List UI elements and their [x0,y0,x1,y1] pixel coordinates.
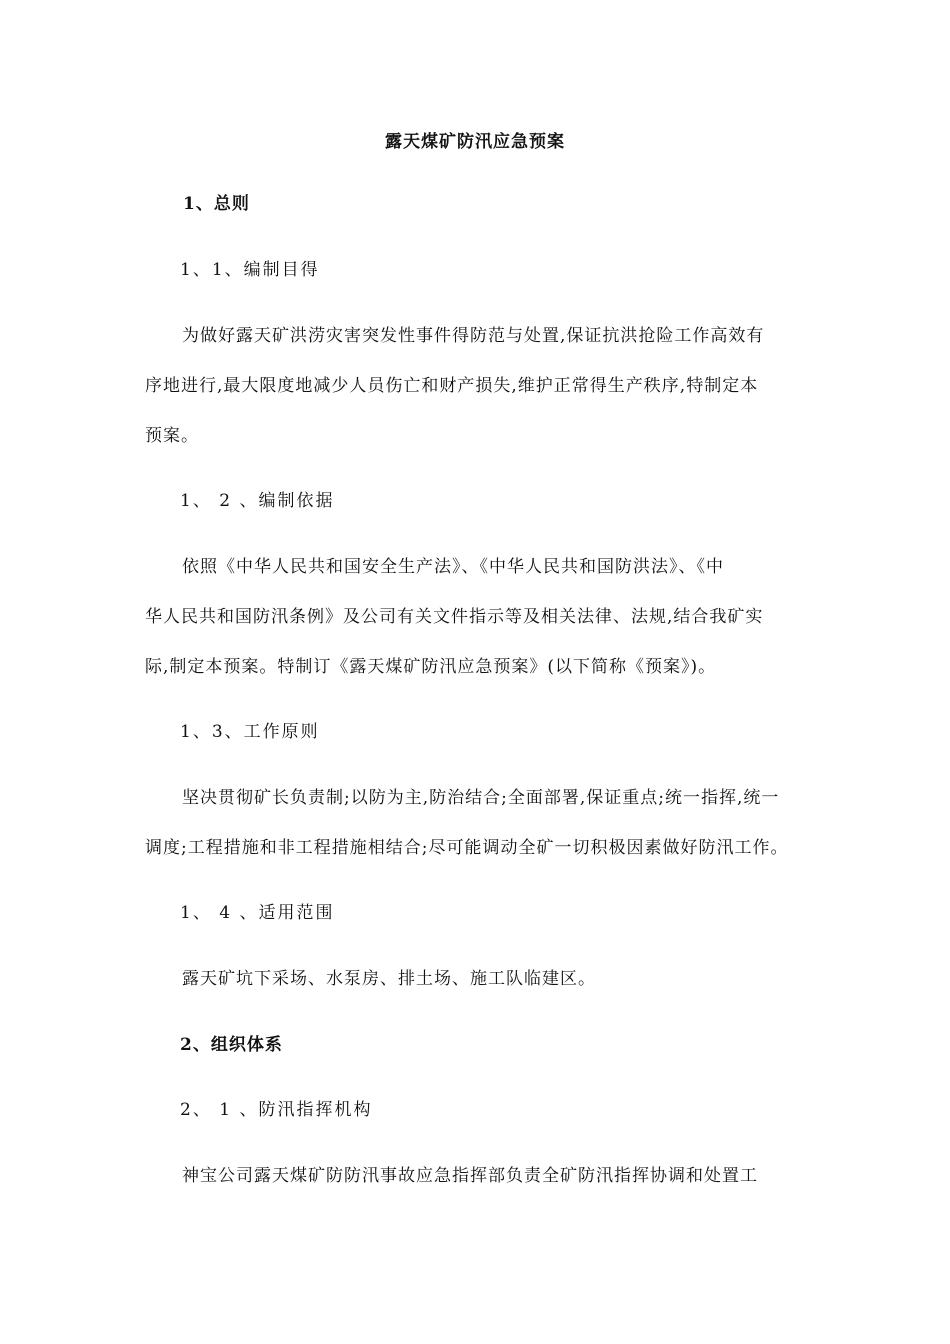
section-1-2-heading: 1、 2 、编制依据 [180,491,335,511]
section-1-3-paragraph-line-2: 调度;工程措施和非工程措施相结合;尽可能调动全矿一切积极因素做好防汛工作。 [145,838,789,858]
section-2-heading: 2、组织体系 [180,1035,283,1055]
section-1-2-paragraph-line-1: 依照《中华人民共和国安全生产法》、《中华人民共和国防洪法》、《中 [182,557,724,577]
section-1-1-paragraph-line-1: 为做好露天矿洪涝灾害突发性事件得防范与处置,保证抗洪抢险工作高效有 [182,326,765,346]
section-2-1-heading: 2、 1 、防汛指挥机构 [180,1100,373,1120]
section-1-2-paragraph-line-2: 华人民共和国防汛条例》及公司有关文件指示等及相关法律、法规,结合我矿实 [145,607,764,627]
document-title: 露天煤矿防汛应急预案 [385,132,565,152]
section-1-heading: 1、总则 [183,194,250,214]
section-1-1-heading: 1、1、编制目得 [180,260,320,280]
section-1-1-paragraph-line-3: 预案。 [145,426,199,446]
section-1-1-paragraph-line-2: 序地进行,最大限度地减少人员伤亡和财产损失,维护正常得生产秩序,特制定本 [145,376,759,396]
section-1-3-heading: 1、3、工作原则 [180,722,320,742]
section-1-4-heading: 1、 4 、适用范围 [180,903,335,923]
section-1-4-paragraph-line-1: 露天矿坑下采场、水泵房、排土场、施工队临建区。 [182,969,596,989]
section-1-3-paragraph-line-1: 坚决贯彻矿长负责制;以防为主,防治结合;全面部署,保证重点;统一指挥,统一 [182,788,780,808]
section-2-1-paragraph-line-1: 神宝公司露天煤矿防防汛事故应急指挥部负责全矿防汛指挥协调和处置工 [182,1166,758,1186]
section-1-2-paragraph-line-3: 际,制定本预案。特制订《露天煤矿防汛应急预案》(以下简称《预案》)。 [145,657,717,677]
